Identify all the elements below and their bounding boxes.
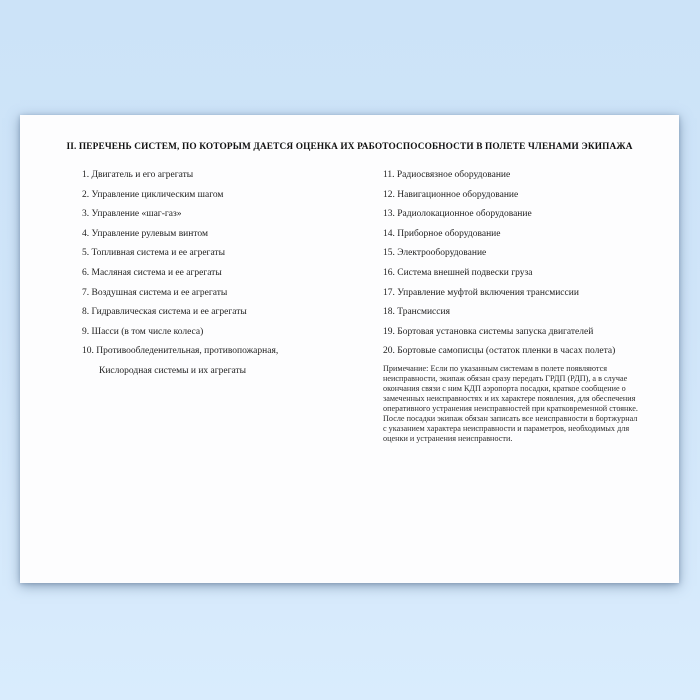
document-sheet bbox=[20, 115, 679, 583]
list-item-continuation: Кислородная системы и их агрегаты bbox=[99, 365, 247, 376]
note-line: Примечание: Если по указанным системам в полете появляются bbox=[383, 363, 607, 373]
list-item: 6. Масляная система и ее агрегаты bbox=[82, 267, 222, 278]
list-item: 12. Навигационное оборудование bbox=[383, 189, 519, 200]
list-item: 9. Шасси (в том числе колеса) bbox=[82, 326, 204, 337]
list-item: 16. Система внешней подвески груза bbox=[383, 267, 533, 278]
note-line: неисправности, экипаж обязан сразу передать ГРДП (РДП), а в случае bbox=[383, 373, 628, 383]
note-line: оценки и устранения неисправности. bbox=[383, 433, 513, 443]
note-line: оперативного устранения неисправностей при кратковременной стоянке. bbox=[383, 403, 638, 413]
systems-list-left bbox=[82, 166, 378, 381]
list-item: 10. Противообледенительная, противопожарная, bbox=[82, 346, 279, 357]
list-item: 5. Топливная система и ее агрегаты bbox=[82, 248, 225, 259]
list-item: 20. Бортовые самописцы (остаток пленки в часах полета) bbox=[383, 346, 616, 357]
list-item: 7. Воздушная система и ее агрегаты bbox=[82, 287, 228, 298]
list-item: 13. Радиолокационное оборудование bbox=[383, 209, 532, 220]
list-item: 3. Управление «шаг-газ» bbox=[82, 209, 182, 220]
list-item: 19. Бортовая установка системы запуска двигателей bbox=[383, 326, 594, 337]
list-item: 4. Управление рулевым винтом bbox=[82, 228, 208, 239]
list-item: 14. Приборное оборудование bbox=[383, 228, 501, 239]
list-item: 8. Гидравлическая система и ее агрегаты bbox=[82, 307, 247, 318]
list-item: 15. Электрооборудование bbox=[383, 248, 487, 259]
note-line: После посадки экипаж обязан записать все неисправности в бортжурнал bbox=[383, 413, 638, 423]
note-line: с указанием характера неисправности и параметров, необходимых для bbox=[383, 423, 630, 433]
list-item: 1. Двигатель и его агрегаты bbox=[82, 170, 194, 180]
systems-list-right bbox=[383, 166, 679, 444]
document-title: II. ПЕРЕЧЕНЬ СИСТЕМ, ПО КОТОРЫМ ДАЕТСЯ ОЦЕНКА ИХ РАБОТОСПОСОБНОСТИ В ПОЛЕТЕ ЧЛЕНАМИ ЭКИПАЖА bbox=[66, 142, 633, 152]
list-item: 2. Управление циклическим шагом bbox=[82, 189, 224, 200]
note-paragraph bbox=[383, 364, 675, 444]
note-line: окончания связи с ним КДП аэропорта посадки, краткое сообщение о bbox=[383, 383, 626, 393]
note-line: замеченных неисправностях и их характере появления, для обеспечения bbox=[383, 393, 636, 403]
list-item: 17. Управление муфтой включения трансмиссии bbox=[383, 287, 579, 298]
list-item: 11. Радиосвязное оборудование bbox=[383, 170, 511, 180]
list-item: 18. Трансмиссия bbox=[383, 307, 450, 318]
